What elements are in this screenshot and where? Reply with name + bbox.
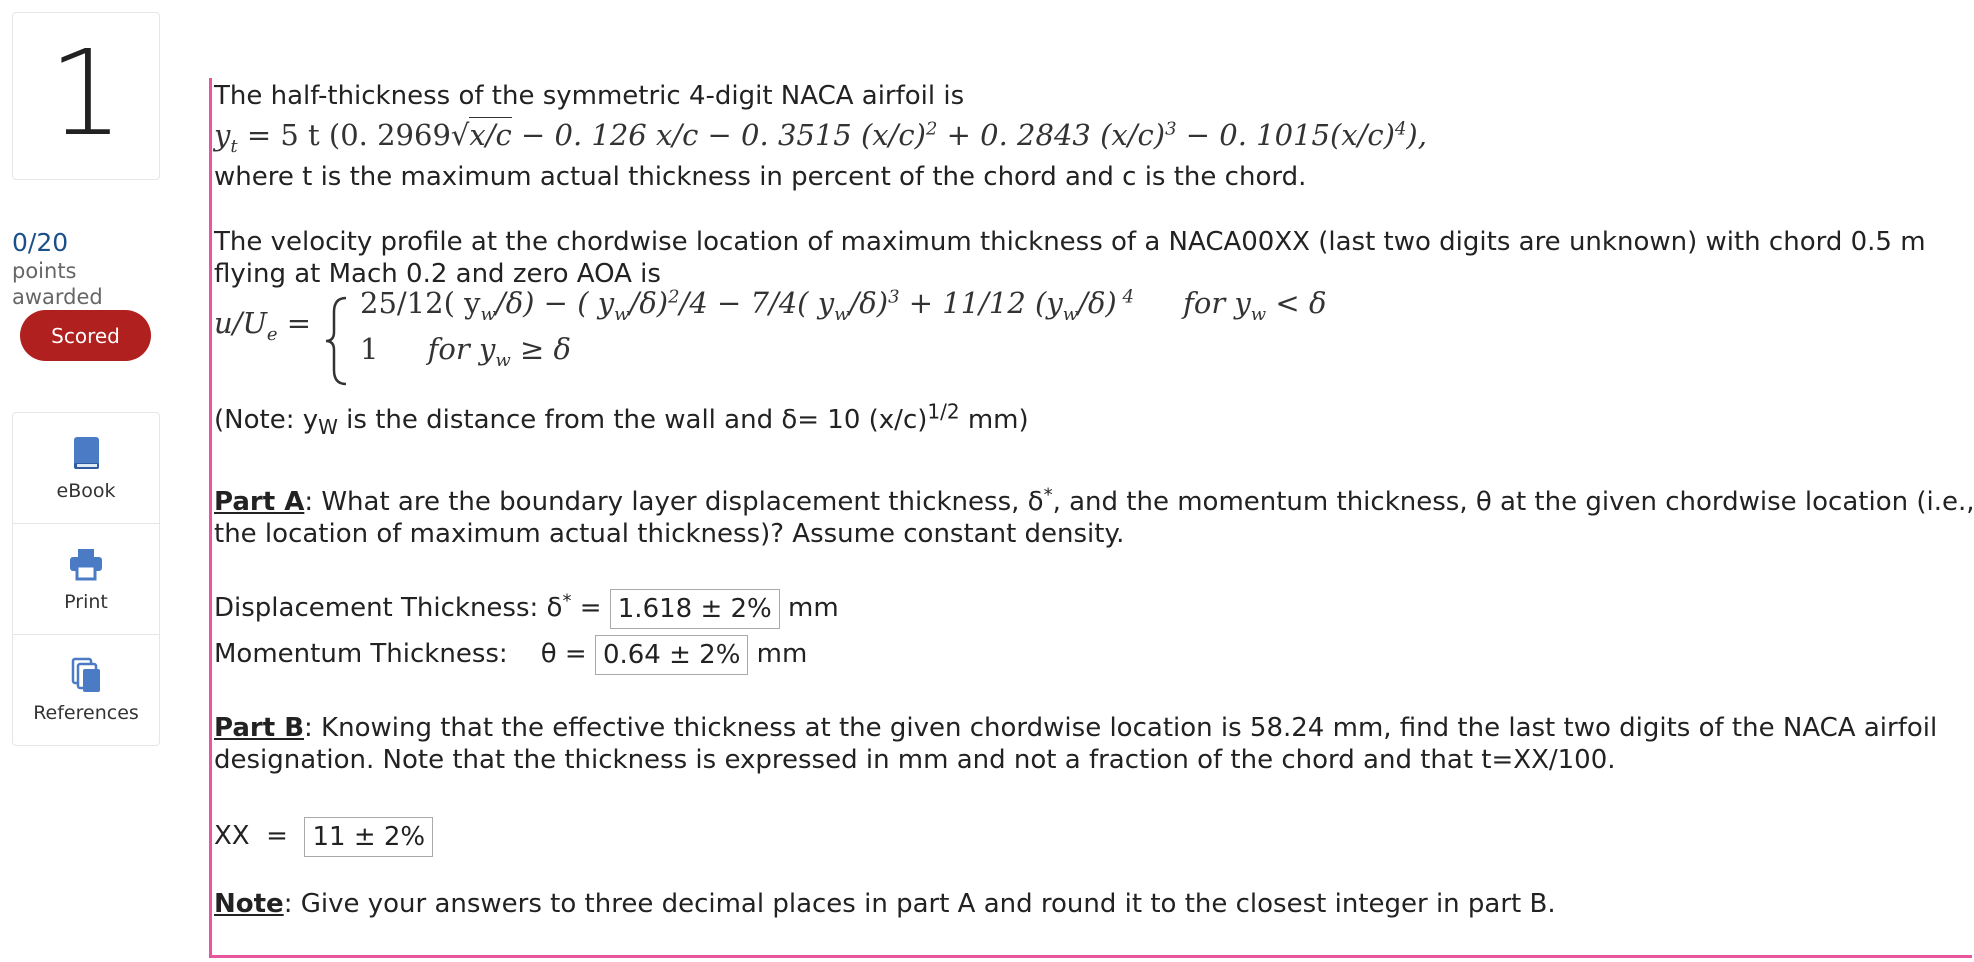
profile-lhs-text: u/U: [214, 306, 267, 340]
part-b-text-2: designation. Note that the thickness is expressed in mm and not a fraction of the chord and that t=XX/100.: [214, 745, 1616, 775]
eq-root: x/c: [469, 118, 512, 152]
ebook-label: eBook: [56, 480, 116, 502]
piecewise-brace: [322, 294, 352, 388]
row1-c: /δ): [629, 286, 669, 320]
row2-cond-sub: w: [495, 349, 511, 371]
part-b-text: [214, 712, 1937, 744]
references-button[interactable]: [13, 635, 159, 745]
row1-exp3: 3: [888, 286, 900, 308]
displacement-eq: =: [571, 593, 610, 623]
question-sidebar: [0, 0, 170, 962]
eq-rhs-c: + 0. 2843 (x/c): [937, 118, 1166, 152]
row1-sub1: w: [480, 303, 496, 325]
tools-panel: [12, 412, 160, 746]
row1-cond-b: < δ: [1266, 286, 1327, 320]
scored-button[interactable]: Scored: [20, 310, 151, 361]
note-mid: is the distance from the wall and δ= 10 (x/c): [337, 405, 928, 435]
momentum-label: Momentum Thickness: θ =: [214, 639, 595, 669]
references-label: References: [33, 702, 139, 724]
note-post: mm): [959, 405, 1029, 435]
points-display: [12, 228, 170, 310]
xx-row: [214, 816, 433, 856]
profile-row-2: [360, 332, 571, 371]
displacement-star: *: [562, 590, 572, 612]
ebook-button[interactable]: [13, 413, 159, 524]
part-a-text: [214, 486, 1974, 518]
thickness-equation: [214, 118, 1427, 157]
row2-cond: for y: [427, 332, 496, 366]
references-icon: [67, 656, 105, 694]
displacement-label: Displacement Thickness: δ: [214, 593, 563, 623]
profile-lhs: [214, 306, 311, 345]
part-a-label: Part A: [214, 487, 305, 517]
note-label: Note: [214, 889, 284, 919]
print-label: Print: [64, 591, 108, 613]
row1-exp4: 4: [1116, 286, 1134, 308]
eq-exp4: 4: [1394, 118, 1407, 140]
printer-icon: [67, 545, 105, 583]
note-sub: W: [318, 415, 338, 440]
row1-b: /δ) − ( y: [495, 286, 615, 320]
points-value: 0/20: [12, 228, 69, 257]
eq-rhs-a: = 5 t (0. 2969√: [246, 118, 470, 152]
points-label: points awarded: [12, 259, 103, 309]
question-number-box: [12, 12, 160, 180]
part-a-text-3: the location of maximum actual thickness)? Assume constant density.: [214, 519, 1125, 549]
row1-cond-sub: w: [1250, 303, 1267, 325]
eq-rhs-e: ),: [1406, 118, 1427, 152]
eq-rhs-d: − 0. 1015(x/c): [1176, 118, 1395, 152]
part-a-text-1: : What are the boundary layer displacement thickness, δ: [304, 487, 1044, 517]
part-a-star: *: [1043, 484, 1053, 506]
row1-sub4: w: [1062, 303, 1079, 325]
row1-a: 25/12( y: [360, 286, 481, 320]
profile-eq-sign: =: [286, 306, 312, 340]
row1-sub3: w: [834, 303, 850, 325]
row1-exp2: 2: [668, 286, 680, 308]
row1-f: + 11/12 (y: [899, 286, 1063, 320]
question-content: [209, 78, 1972, 958]
row1-d: /4 − 7/4( y: [679, 286, 835, 320]
book-icon: [67, 434, 105, 472]
profile-lhs-sub: e: [266, 323, 278, 345]
note-text: : Give your answers to three decimal places in part A and round it to the closest integer in part B.: [283, 889, 1556, 919]
velocity-text-1: The velocity profile at the chordwise location of maximum thickness of a NACA00XX (last two digits are unknown) with chord 0.5 m: [214, 227, 1926, 257]
row1-e: /δ): [849, 286, 889, 320]
row2-val: 1: [360, 332, 379, 366]
part-b-text-1: : Knowing that the effective thickness at the given chordwise location is 58.24 mm, find the last two digits of the NACA airfoil: [304, 713, 1938, 743]
momentum-row: [214, 634, 807, 674]
momentum-unit: mm: [748, 639, 808, 669]
eq-lhs-sub: t: [230, 135, 238, 157]
eq-lhs: y: [214, 118, 231, 152]
print-button[interactable]: [13, 524, 159, 635]
displacement-unit: mm: [779, 593, 839, 623]
row1-sub2: w: [614, 303, 630, 325]
final-note: [214, 888, 1556, 920]
row2-cond-b: ≥ δ: [510, 332, 571, 366]
row1-g: /δ): [1078, 286, 1117, 320]
eq-rhs-b: − 0. 126 x/c − 0. 3515 (x/c): [511, 118, 926, 152]
part-a-text-2: , and the momentum thickness, θ at the given chordwise location (i.e.,: [1052, 487, 1974, 517]
xx-answer-field[interactable]: 11 ± 2%: [304, 817, 433, 857]
displacement-row: [214, 588, 839, 628]
note-distance: [214, 399, 1029, 443]
xx-label: XX =: [214, 821, 305, 851]
question-number: 1: [48, 24, 124, 162]
profile-row-1: [360, 286, 1326, 325]
eq-exp3: 3: [1165, 118, 1177, 140]
eq-exp2: 2: [925, 118, 938, 140]
note-exp: 1/2: [927, 399, 960, 424]
velocity-text-2: flying at Mach 0.2 and zero AOA is: [214, 259, 661, 289]
displacement-answer-field[interactable]: 1.618 ± 2%: [610, 589, 780, 629]
where-text: where t is the maximum actual thickness in percent of the chord and c is the chord.: [214, 162, 1307, 192]
note-pre: (Note: y: [214, 405, 319, 435]
row1-cond: for y: [1183, 286, 1251, 320]
part-b-label: Part B: [214, 713, 305, 743]
momentum-answer-field[interactable]: 0.64 ± 2%: [595, 635, 748, 675]
intro-text: The half-thickness of the symmetric 4-digit NACA airfoil is: [214, 81, 965, 111]
